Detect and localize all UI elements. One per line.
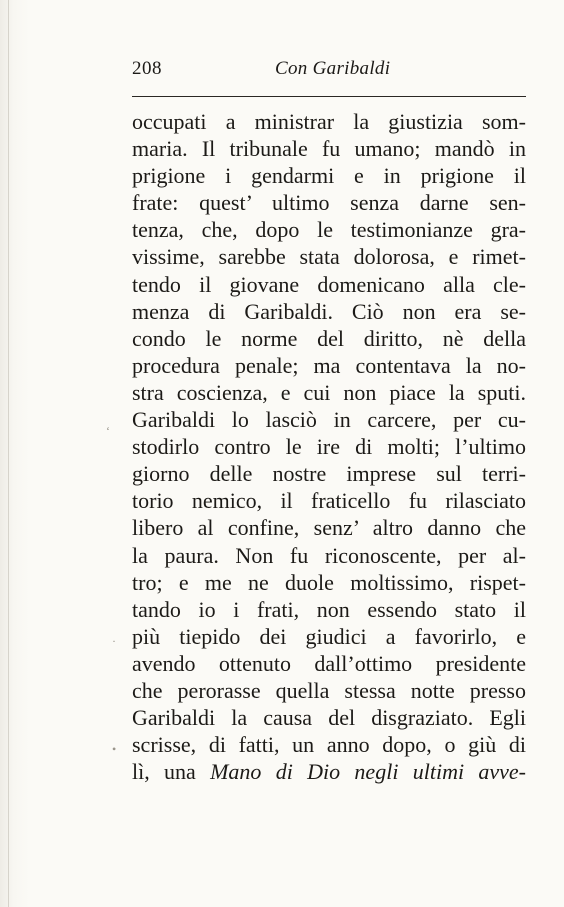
text-line: la paura. Non fu riconoscente, per al-	[132, 542, 526, 568]
text-line: scrisse, di fatti, un anno dopo, o giù di	[132, 732, 526, 758]
last-line-prefix: lì, una	[132, 759, 211, 785]
text-line: giorno delle nostre imprese sul terri-	[132, 461, 526, 487]
text-line: più tiepido dei giudici a favorirlo, e	[132, 623, 526, 649]
text-line: tendo il giovane domenicano alla cle-	[132, 271, 526, 297]
page-number: 208	[132, 58, 162, 79]
text-line: procedura penale; ma contentava la no-	[132, 352, 526, 378]
text-line: stodirlo contro le ire di molti; l’ultimo	[132, 434, 526, 460]
text-line: che perorasse quella stessa notte presso	[132, 677, 526, 703]
body-text	[132, 108, 526, 785]
text-line: condo le norme del diritto, nè della	[132, 325, 526, 351]
italic-title: Mano di Dio negli ultimi avve-	[210, 759, 526, 785]
text-line: Garibaldi la causa del disgraziato. Egli	[132, 705, 526, 731]
text-line: frate: quest’ ultimo senza darne sen-	[132, 190, 526, 216]
text-line: vissime, sarebbe stata dolorosa, e rimet-	[132, 244, 526, 270]
margin-speck: ‘	[106, 424, 110, 438]
binding-edge	[8, 0, 9, 907]
header-rule	[132, 96, 526, 97]
text-line: tando io i frati, non essendo stato il	[132, 596, 526, 622]
text-line: tenza, che, dopo le testimonianze gra-	[132, 217, 526, 243]
text-line: libero al confine, senz’ altro danno che	[132, 515, 526, 541]
text-line: menza di Garibaldi. Ciò non era se-	[132, 298, 526, 324]
page-header	[132, 58, 526, 88]
text-line: maria. Il tribunale fu umano; mandò in	[132, 136, 526, 162]
text-line: torio nemico, il fraticello fu rilasciato	[132, 488, 526, 514]
text-line-last	[132, 758, 526, 785]
text-line: avendo ottenuto dall’ottimo presidente	[132, 650, 526, 676]
running-head: Con Garibaldi	[275, 58, 391, 79]
margin-speck: ·	[112, 634, 116, 648]
text-line: Garibaldi lo lasciò in carcere, per cu-	[132, 407, 526, 433]
text-line: occupati a ministrar la giustizia som-	[132, 109, 526, 134]
margin-speck: •	[112, 742, 117, 756]
text-line: stra coscienza, e cui non piace la sputi.	[132, 379, 526, 405]
text-line: prigione i gendarmi e in prigione il	[132, 163, 526, 189]
text-line: tro; e me ne duole moltissimo, rispet-	[132, 569, 526, 595]
